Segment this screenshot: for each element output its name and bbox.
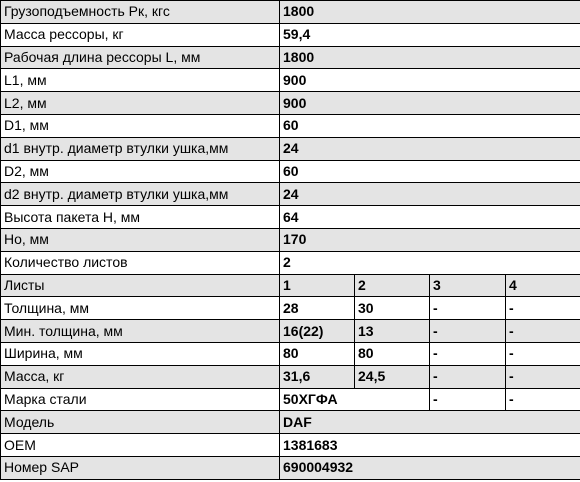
row-value: 60 [280,160,580,183]
leaf-1-cell: 80 [280,342,355,365]
row-label: D2, мм [1,160,280,183]
table-row [1,137,580,160]
table-row [1,160,580,183]
leaf-4-cell: - [506,365,580,388]
leaf-2-cell: 80 [355,342,430,365]
leaf-1-cell: 31,6 [280,365,355,388]
row-value: 2 [280,251,580,274]
table-row [1,69,580,92]
row-label: d2 внутр. диаметр втулки ушка,мм [1,183,280,206]
table-row [1,388,580,411]
table-row [1,434,580,457]
row-label: Модель [1,411,280,434]
table-row [1,228,580,251]
row-value: 900 [280,92,580,115]
row-label: L2, мм [1,92,280,115]
leaf-4-cell: 4 [506,274,580,297]
leaf-1-cell: 16(22) [280,320,355,343]
table-row [1,92,580,115]
row-value: 24 [280,137,580,160]
leaf-2-cell: 30 [355,297,430,320]
leaf-2-cell: 13 [355,320,430,343]
table-row [1,114,580,137]
row-value: 170 [280,228,580,251]
leaf-3-cell: - [430,320,506,343]
row-value: 1800 [280,1,580,24]
row-label: Толщина, мм [1,297,280,320]
table-row [1,251,580,274]
table-row [1,183,580,206]
row-value: 60 [280,114,580,137]
row-value: DAF [280,411,580,434]
row-label: D1, мм [1,114,280,137]
row-label: Листы [1,274,280,297]
table-row [1,274,580,297]
leaf-2-cell: 24,5 [355,365,430,388]
row-value: 1800 [280,46,580,69]
leaf-2-cell: 2 [355,274,430,297]
leaf-3-cell: 3 [430,274,506,297]
row-label: Масса рессоры, кг [1,23,280,46]
row-value: 690004932 [280,456,580,479]
leaf-4-cell: - [506,297,580,320]
table-row [1,23,580,46]
leaf-1-cell: 1 [280,274,355,297]
row-value: 59,4 [280,23,580,46]
row-value: 64 [280,206,580,229]
row-label: Высота пакета H, мм [1,206,280,229]
leaf-3-cell: - [430,365,506,388]
row-label: OEM [1,434,280,457]
row-value: 24 [280,183,580,206]
leaf-1-cell: 28 [280,297,355,320]
row-value: 1381683 [280,434,580,457]
table-row [1,297,580,320]
leaf-3-cell: - [430,297,506,320]
row-label: Количество листов [1,251,280,274]
row-label: Мин. толщина, мм [1,320,280,343]
row-label: L1, мм [1,69,280,92]
steel-grade-cell: 50ХГФА [280,388,430,411]
table-row [1,456,580,479]
row-label: Номер SAP [1,456,280,479]
table-row [1,320,580,343]
leaf-3-cell: - [430,388,506,411]
row-label: Грузоподъемность Рк, кгс [1,1,280,24]
row-label: Рабочая длина рессоры L, мм [1,46,280,69]
leaf-4-cell: - [506,320,580,343]
table-row [1,365,580,388]
leaf-4-cell: - [506,388,580,411]
row-label: Ширина, мм [1,342,280,365]
table-row [1,342,580,365]
table-row [1,411,580,434]
row-label: Масса, кг [1,365,280,388]
table-row [1,206,580,229]
leaf-3-cell: - [430,342,506,365]
row-label: d1 внутр. диаметр втулки ушка,мм [1,137,280,160]
row-label: Марка стали [1,388,280,411]
leaf-4-cell: - [506,342,580,365]
row-value: 900 [280,69,580,92]
row-label: Ho, мм [1,228,280,251]
table-row [1,46,580,69]
table-row [1,1,580,24]
